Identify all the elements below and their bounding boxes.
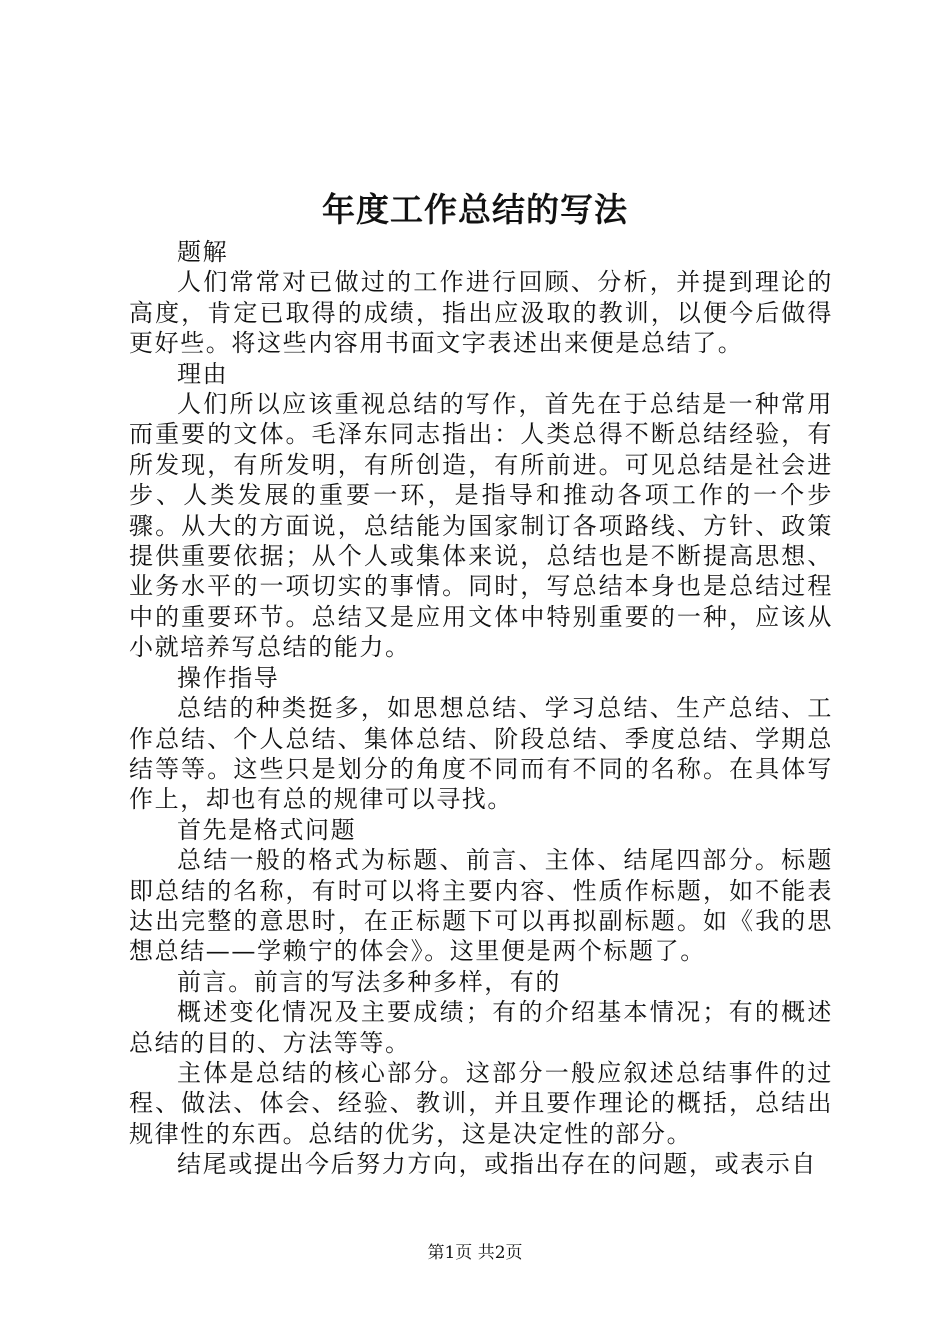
section-heading: 首先是格式问题 <box>177 815 357 844</box>
section-heading: 理由 <box>177 359 229 388</box>
paragraph: 概述变化情况及主要成绩；有的介绍基本情况；有的概述总结的目的、方法等等。 <box>129 998 833 1057</box>
paragraph: 人们所以应该重视总结的写作，首先在于总结是一种常用而重要的文体。毛泽东同志指出：人类总得不断总结经验，有所发现，有所发明，有所创造，有所前进。可见总结是社会进步、人类发展的重要一环，是指导和推动各项工作的一个步骤。从大的方面说，总结能为国家制订各项路线、方针、政策提供重要依据；从个人或集体来说，总结也是不断提高思想、业务水平的一项切实的事情。同时，写总结本身也是总结过程中的重要环节。总结又是应用文体中特别重要的一种，应该从小就培养写总结的能力。 <box>129 390 833 662</box>
paragraph: 人们常常对已做过的工作进行回顾、分析，并提到理论的高度，肯定已取得的成绩，指出应汲取的教训，以便今后做得更好些。将这些内容用书面文字表述出来便是总结了。 <box>129 268 833 358</box>
paragraph: 结尾或提出今后努力方向，或指出存在的问题，或表示自 <box>177 1150 817 1179</box>
section-heading: 题解 <box>177 238 229 266</box>
paragraph: 总结一般的格式为标题、前言、主体、结尾四部分。标题即总结的名称，有时可以将主要内容、性质作标题，如不能表达出完整的意思时，在正标题下可以再拟副标题。如《我的思想总结——学赖宁的体会》。这里便是两个标题了。 <box>129 846 833 966</box>
document-body <box>129 237 833 1180</box>
paragraph: 总结的种类挺多，如思想总结、学习总结、生产总结、工作总结、个人总结、集体总结、阶段总结、季度总结、学期总结等等。这些只是划分的角度不同而有不同的名称。在具体写作上，却也有总的规律可以寻找。 <box>129 694 833 814</box>
page-indicator: 第1页 共2页 <box>427 1243 523 1263</box>
section-heading: 操作指导 <box>177 663 280 692</box>
paragraph: 前言。前言的写法多种多样，有的 <box>177 967 561 996</box>
paragraph: 主体是总结的核心部分。这部分一般应叙述总结事件的过程、做法、体会、经验、教训，并且要作理论的概括，总结出规律性的东西。总结的优劣，这是决定性的部分。 <box>129 1058 833 1148</box>
document-title: 年度工作总结的写法 <box>322 190 628 229</box>
